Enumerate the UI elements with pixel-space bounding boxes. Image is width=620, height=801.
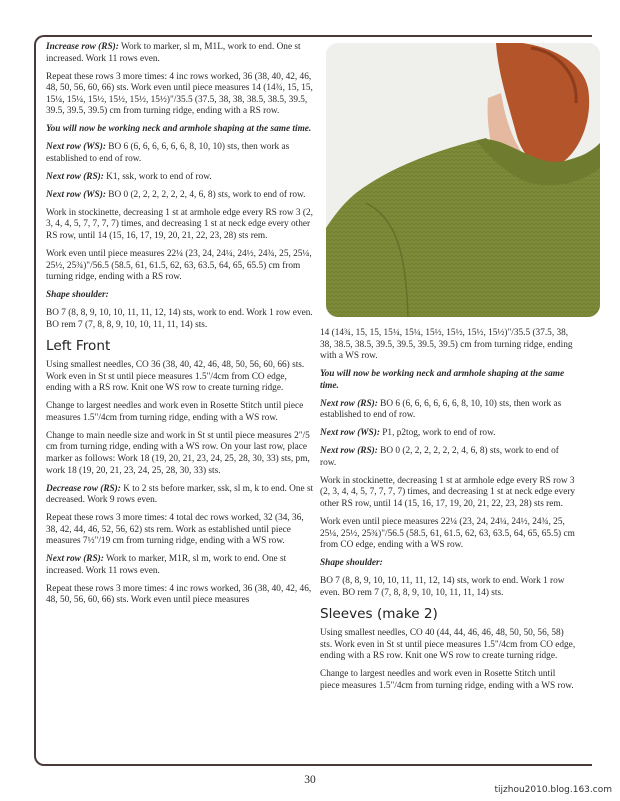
paragraph: Work in stockinette, decreasing 1 st at armhole edge every RS row 3 (2, 3, 4, 4, 5, 7, 7, 7, 7) times, and decreasing 1 st at neck edge every other RS row, until 14 (15, 16, 17, 19, 20, 21, 22, 23, 28) sts rem. [46, 207, 313, 242]
source-watermark: tijzhou2010.blog.163.com [494, 785, 612, 795]
paragraph: BO 7 (8, 8, 9, 10, 10, 11, 11, 12, 14) sts, work to end. Work 1 row even. BO rem 7 (7, 8, 8, 9, 10, 10, 11, 11, 14) sts. [320, 576, 565, 598]
left-column [46, 42, 314, 613]
paragraph: Repeat these rows 3 more times: 4 inc rows worked, 36 (38, 40, 42, 46, 48, 50, 56, 60, 66) sts. Work even until piece measures [46, 583, 312, 606]
right-column [320, 328, 576, 699]
paragraph: Next row (RS): Work to marker, M1R, sl m, work to end. One st increased. Work 11 rows even. [46, 554, 287, 576]
paragraph: Repeat these rows 3 more times: 4 inc rows worked, 36 (38, 40, 42, 46, 48, 50, 56, 60, 66) sts. Work even until piece measures 14 (14¾, 15, 15, 15¼, 15¼, 15½, 15½, 15½, 15½)"/35.5 (37.5, 38, 38, 38.5, 38.5, 39.5, 39.5, 39.5, 39.5) cm from turning ridge, ending with a RS row. [46, 71, 313, 117]
paragraph: Using smallest needles, CO 36 (38, 40, 42, 46, 48, 50, 56, 60, 66) sts. Work even in St st until piece measures 1.5"/4cm from CO edge, ending with a RS row. Knit one WS row to create turning ridge. [46, 359, 305, 394]
paragraph: Work in stockinette, decreasing 1 st at armhole edge every RS row 3 (2, 3, 4, 4, 5, 7, 7, 7, 7) times, and decreasing 1 st at neck edge every other RS row, until 14 (15, 16, 17, 19, 20, 21, 22, 23, 28) sts rem. [320, 475, 576, 510]
paragraph: Decrease row (RS): K to 2 sts before marker, ssk, sl m, k to end. One st decreased. Work 9 rows even. [46, 483, 314, 506]
paragraph: Change to largest needles and work even in Rosette Stitch until piece measures 1.5"/4cm from turning ridge, ending with a WS row. [320, 669, 574, 691]
model-illustration [326, 43, 600, 317]
paragraph: Work even until piece measures 22¼ (23, 24, 24¼, 24½, 24¾, 25, 25¼, 25½, 25¾)"/56.5 (58.5, 61, 61.5, 62, 63, 63.5, 64, 65, 65.5) cm from CO edge, ending with a WS row. [320, 517, 575, 551]
section-heading-sleeves: Sleeves (make 2) [320, 606, 438, 623]
paragraph: Increase row (RS): Work to marker, sl m, M1L, work to end. One st increased. Work 11 rows even. [46, 42, 301, 64]
subheading: You will now be working neck and armhole shaping at the same time. [46, 124, 312, 135]
paragraph: Repeat these rows 3 more times: 4 total dec rows worked, 32 (34, 36, 38, 42, 44, 46, 52, 56, 62) sts rem. Work as established until piece measures 7½"/19 cm from turning ridge, ending with a WS row. [46, 513, 304, 547]
paragraph: BO 7 (8, 8, 9, 10, 10, 11, 11, 12, 14) sts, work to end. Work 1 row even. BO rem 7 (7, 8, 8, 9, 10, 10, 11, 11, 14) sts. [46, 308, 313, 330]
paragraph: 14 (14¾, 15, 15, 15¼, 15¼, 15½, 15½, 15½, 15½)"/35.5 (37.5, 38, 38, 38.5, 38.5, 39.5, 39.5, 39.5, 39.5) cm from turning ridge, ending with a WS row. [320, 328, 573, 362]
paragraph: Work even until piece measures 22¼ (23, 24, 24¼, 24½, 24¾, 25, 25¼, 25½, 25¾)"/56.5 (58.5, 61, 61.5, 62, 63, 63.5, 64, 65, 65.5) cm from turning ridge, ending with a RS row. [46, 249, 312, 283]
subheading: You will now be working neck and armhole shaping at the same time. [320, 369, 565, 391]
paragraph: Next row (RS): BO 6 (6, 6, 6, 6, 6, 6, 8, 10, 10) sts, then work as established to end of row. [320, 398, 562, 421]
section-heading-left-front: Left Front [46, 338, 111, 355]
sweater-photo [326, 43, 600, 317]
page-number: 30 [304, 774, 316, 786]
subheading: Shape shoulder: [46, 290, 109, 301]
paragraph: Next row (WS): BO 6 (6, 6, 6, 6, 6, 6, 8, 10, 10) sts, then work as established to end of row. [46, 142, 290, 164]
paragraph: Next row (RS): BO 0 (2, 2, 2, 2, 2, 2, 4, 6, 8) sts, work to end of row. [320, 446, 559, 468]
paragraph: Change to main needle size and work in St st until piece measures 2"/5 cm from turning ridge, ending with a WS row. On your last row, place marker as follows: Work 18 (19, 20, 21, 23, 24, 25, 28, 30, 33) sts, pm, work 18 (19, 20, 21, 23, 24, 25, 28, 30, 33) sts. [46, 430, 310, 476]
paragraph: Change to largest needles and work even in Rosette Stitch until piece measures 1.5"/4cm from turning ridge, ending with a WS row. [46, 401, 304, 423]
paragraph: Next row (WS): P1, p2tog, work to end of row. [320, 428, 496, 439]
paragraph: Next row (WS): BO 0 (2, 2, 2, 2, 2, 2, 4, 6, 8) sts, work to end of row. [46, 189, 306, 200]
subheading: Shape shoulder: [320, 558, 383, 569]
paragraph: Next row (RS): K1, ssk, work to end of row. [46, 171, 212, 182]
paragraph: Using smallest needles, CO 40 (44, 44, 46, 46, 48, 50, 50, 56, 58) sts. Work even in St st until piece measures 1.5"/4cm from CO edge, ending with a RS row. Knit one WS row to create turning ridge. [320, 628, 576, 662]
